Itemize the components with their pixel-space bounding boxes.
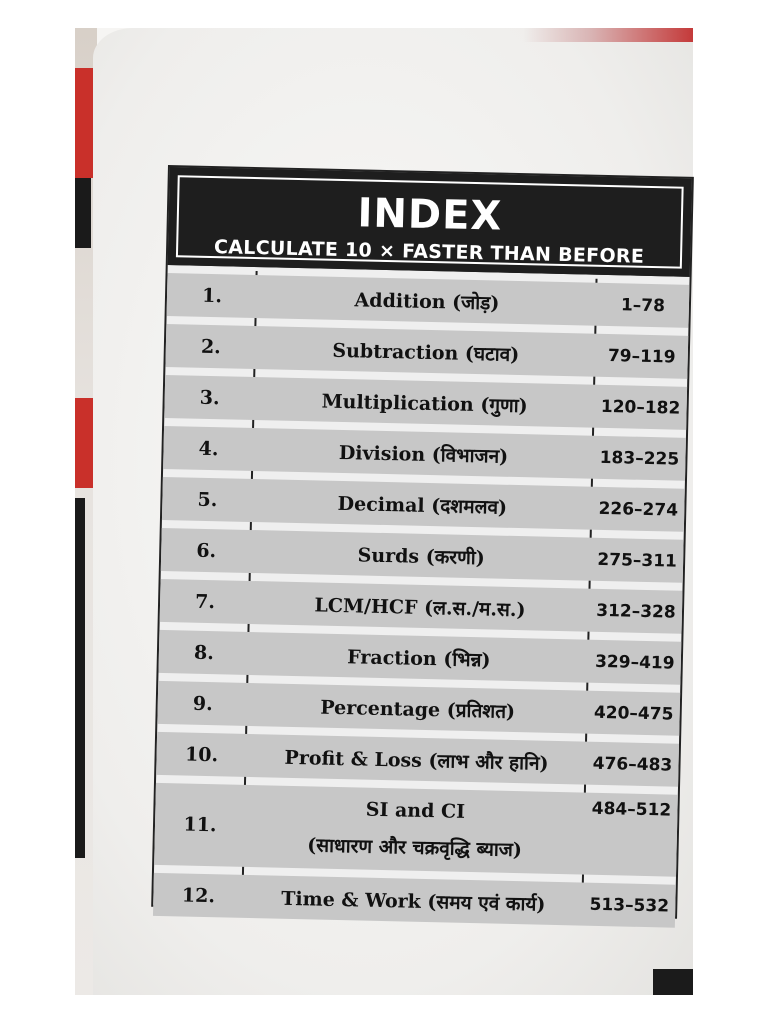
cover-red-strip xyxy=(75,68,93,178)
index-rows xyxy=(153,269,689,917)
row-pages: 79–119 xyxy=(607,345,676,368)
row-number: 10. xyxy=(184,743,219,766)
row-topic xyxy=(256,271,597,330)
row-topic-label: Subtraction (घटाव) xyxy=(332,339,520,366)
row-number: 1. xyxy=(201,284,223,307)
row-topic-label: Percentage (प्रतिशत) xyxy=(320,696,516,723)
index-subtitle: CALCULATE 10 × FASTER THAN BEFORE xyxy=(213,236,645,268)
row-topic-label: Decimal (दशमलव) xyxy=(337,492,508,519)
row-topic-label: Surds (करणी) xyxy=(357,543,485,569)
row-number: 2. xyxy=(200,335,222,358)
row-topic-label: LCM/HCF (ल.स./म.स.) xyxy=(314,593,526,621)
row-number: 8. xyxy=(193,641,215,664)
row-topic xyxy=(247,679,588,738)
row-topic-label: Multiplication (गुणा) xyxy=(321,390,528,417)
row-number: 12. xyxy=(181,884,216,907)
index-header xyxy=(168,167,692,277)
row-topic xyxy=(250,577,591,636)
cover-dark-strip xyxy=(75,178,91,248)
row-pages: 329–419 xyxy=(594,651,675,674)
row-pages: 476–483 xyxy=(592,753,673,776)
row-number: 11. xyxy=(183,813,217,837)
row-topic xyxy=(252,475,593,534)
row-number: 4. xyxy=(198,437,219,460)
row-topic-label: Time & Work (समय एवं कार्य) xyxy=(281,887,546,916)
row-topic xyxy=(255,322,596,381)
row-topic xyxy=(251,526,592,585)
row-pages: 420–475 xyxy=(593,702,674,725)
row-topic xyxy=(243,871,584,930)
row-topic-label: SI and CI xyxy=(365,798,466,823)
row-pages: 226–274 xyxy=(598,498,679,521)
row-pages: 183–225 xyxy=(599,447,680,470)
index-header-frame xyxy=(176,175,684,268)
row-pages: 120–182 xyxy=(600,396,681,419)
row-topic xyxy=(248,628,589,687)
row-topic-label: Profit & Loss (लाभ और हानि) xyxy=(284,746,549,775)
row-topic xyxy=(246,730,587,789)
row-number: 9. xyxy=(192,692,213,715)
row-topic-label: Division (विभाजन) xyxy=(338,441,509,468)
row-number: 3. xyxy=(199,386,220,409)
row-pages: 312–328 xyxy=(596,600,676,623)
corner-red-shade xyxy=(523,28,693,42)
index-table xyxy=(151,165,694,919)
row-pages: 1–78 xyxy=(620,294,666,316)
row-topic-label: Addition (जोड़) xyxy=(354,288,500,315)
row-number: 5. xyxy=(197,488,218,511)
row-pages: 275–311 xyxy=(597,549,678,572)
cover-red-strip-2 xyxy=(75,398,93,488)
corner-dark-shade xyxy=(653,969,693,995)
row-topic-subtitle: (साधारण और चक्रवृद्धि ब्याज) xyxy=(307,834,523,862)
cover-dark-strip-2 xyxy=(75,498,85,858)
row-pages: 513–532 xyxy=(589,894,670,917)
index-row xyxy=(154,779,678,881)
row-topic xyxy=(253,424,594,483)
row-topic xyxy=(244,781,586,879)
row-topic-label: Fraction (भिन्न) xyxy=(347,645,491,671)
row-number: 7. xyxy=(194,590,216,613)
row-topic xyxy=(254,373,595,432)
index-title: INDEX xyxy=(357,190,503,240)
row-number: 6. xyxy=(196,539,217,562)
row-pages: 484–512 xyxy=(591,798,672,821)
